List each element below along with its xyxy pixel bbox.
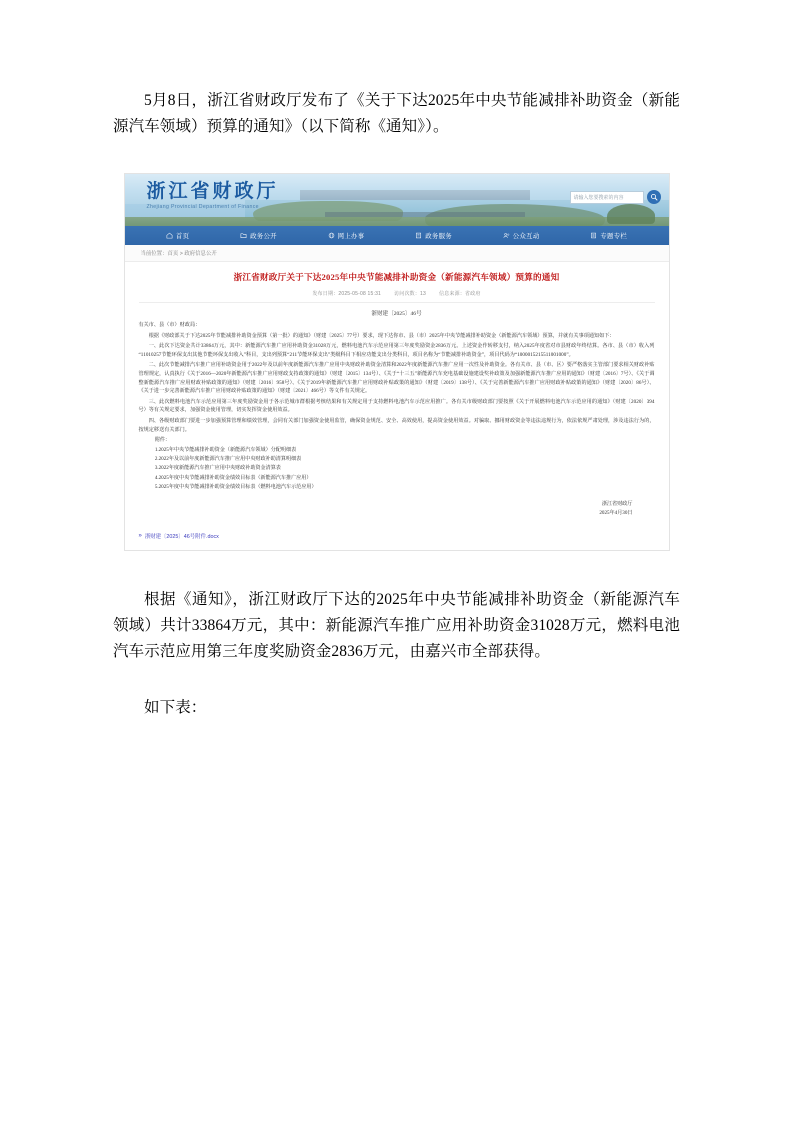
attachment-label: 附件： [154, 437, 171, 444]
notice-meta [139, 290, 655, 303]
attachment-download-link[interactable] [139, 532, 655, 540]
signature-org: 浙江省财政厅 [601, 500, 633, 507]
bullet-icon: » [138, 532, 142, 539]
notice-paragraph: 一、此次下达资金共计33864万元，其中：新能源汽车推广应用补助资金31028万元，燃料电池汽车示范应用第三年度奖励资金2836万元。上述资金作转移支付，纳入2025年度省对市县财政年终结算。各市、县（市）收入列“11010257节能环保支出其他节能环保支出收入”科目，支出列预算“211节能环保支出”类级科目下相应功能支出分类科目，项目名称为“节能减排补助资金”，项目代码为“1000015215511001000”。 [138, 343, 655, 358]
home-icon [166, 232, 173, 239]
site-banner [125, 174, 669, 226]
notice-paragraph: 根据《财政部关于下达2025年节能减排补助资金预算（第一批）的通知》（财建〔2025〕77号）要求，现下达你市、县（市）2025年中央节能减排补助资金（新能源汽车领域）预算，并就有关事项通知如下： [148, 332, 615, 339]
site-navigation [125, 226, 669, 245]
summary-paragraph: 根据《通知》，浙江财政厅下达的2025年中央节能减排补助资金（新能源汽车领域）共计33864万元，其中：新能源汽车推广应用补助资金31028万元，燃料电池汽车示范应用第三年度奖励资金2836万元，由嘉兴市全部获得。 [113, 590, 680, 660]
attachment-item: 5.2025年度中央节能减排补助资金绩效目标表（燃料电池汽车示范应用） [154, 484, 317, 491]
breadcrumb[interactable]: 当前位置：首页 > 政府信息公开 [125, 245, 669, 262]
attachment-item: 3.2022年度新能源汽车推广应用中央财政补助资金清算表 [154, 465, 281, 472]
search-input[interactable]: 请输入您要搜索的内容 [570, 191, 644, 204]
nav-label: 专题专栏 [600, 233, 628, 240]
nav-item-public-interaction[interactable] [503, 231, 540, 240]
notice-paragraph: 四、各级财政部门要进一步加强预算管理和绩效管理，会同有关部门加强资金使用监管，确保资金规范、安全、高效使用，提高资金使用效益。对骗取、挪用财政资金等违法违规行为，依法依规严肃处理，涉及违法行为的，按规定移送有关部门。 [138, 417, 655, 433]
notice-paragraph: 二、此次节能减排汽车推广应用补助资金用于2022年及以前年度新能源汽车推广应用中央财政补助资金清算和2022年度新能源汽车推广应用一次性及补助资金。各有关市、县（市、区）要严格落实主管部门要求相关财政补贴管理规定，认真执行《关于2016—2020年新能源汽车推广应用财政支持政策的通知》（财建〔2015〕134号）、《关于“十三五”新能源汽车充电基础设施建设奖补政策及加强新能源汽车推广应用的通知》（财建〔2016〕7号）、《关于调整新能源汽车推广应用财政补贴政策的通知》（财建〔2016〕958号）、《关于2019年新能源汽车推广应用财政补贴政策的通知》（财建〔2019〕138号）、《关于完善新能源汽车推广应用财政补贴政策的通知》（财建〔2020〕86号）、《关于进一步完善新能源汽车推广应用财政补贴政策的通知》（财建〔2021〕466号）等文件有关规定。 [138, 362, 655, 395]
nav-label: 首页 [175, 233, 190, 240]
attachment-item: 2.2022年及以前年度新能源汽车推广应用中央财政补助清算明细表 [154, 455, 302, 462]
nav-item-special-topics[interactable] [590, 231, 627, 240]
globe-icon [328, 232, 335, 239]
notice-article [125, 262, 669, 550]
embedded-website-screenshot [124, 173, 670, 551]
attachment-item: 4.2025年度中央节能减排补助资金绩效目标表（新能源汽车推广应用） [154, 474, 312, 481]
info-source: 信息来源：省政府 [439, 291, 481, 297]
salutation: 有关市、县（市）财政局： [138, 322, 201, 328]
notice-paragraph: 三、此次燃料电池汽车示范应用第三年度奖励资金用于各示范城市群根据考核结果和有关规定用于支持燃料电池汽车示范应用推广。各有关市级财政部门要按照《关于开展燃料电池汽车示范应用的通知》（财建〔2020〕394号）等有关规定要求，加强资金使用管理，切实发挥资金使用效益。 [138, 398, 655, 414]
attachment-item: 1.2025年中央节能减排补助资金（新能源汽车领域）分配明细表 [154, 446, 297, 453]
folder-icon [240, 232, 247, 239]
nav-label: 网上办事 [337, 233, 365, 240]
nav-label: 政务服务 [425, 233, 452, 240]
signature-date: 2025年4月30日 [599, 509, 633, 516]
search-icon[interactable] [647, 190, 661, 204]
publish-date: 发布日期：2025-05-08 15:31 [312, 291, 382, 297]
nav-item-online-service[interactable] [328, 231, 365, 240]
signature-block [139, 500, 655, 518]
closing-line: 如下表： [144, 698, 207, 716]
site-logo-en: Zhejiang Provincial Department of Finance [146, 204, 259, 210]
site-search[interactable] [570, 190, 661, 204]
site-logo[interactable] [147, 182, 279, 210]
banner-foreground-green [125, 217, 669, 226]
download-filename: 浙财建〔2025〕46号附件.docx [144, 533, 219, 540]
site-logo-cn: 浙江省财政厅 [146, 181, 279, 202]
banner-tree [607, 204, 655, 224]
notice-title: 浙江省财政厅关于下达2025年中央节能减排补助资金（新能源汽车领域）预算的通知 [233, 272, 560, 282]
attachment-list [139, 436, 655, 492]
document-icon [415, 232, 422, 239]
list-icon [590, 232, 597, 239]
visit-count: 访问次数：13 [394, 291, 427, 297]
document-number: 浙财建〔2025〕46号 [371, 311, 422, 317]
nav-item-affairs-service[interactable] [415, 231, 452, 240]
people-icon [503, 232, 510, 239]
nav-item-home[interactable] [166, 231, 189, 240]
lead-paragraph: 5月8日，浙江省财政厅发布了《关于下达2025年中央节能减排补助资金（新能源汽车领域）预算的通知》（以下简称《通知》）。 [113, 92, 680, 135]
nav-label: 政务公开 [250, 233, 277, 240]
nav-label: 公众互动 [512, 233, 540, 240]
nav-item-government-affairs[interactable] [240, 231, 277, 240]
